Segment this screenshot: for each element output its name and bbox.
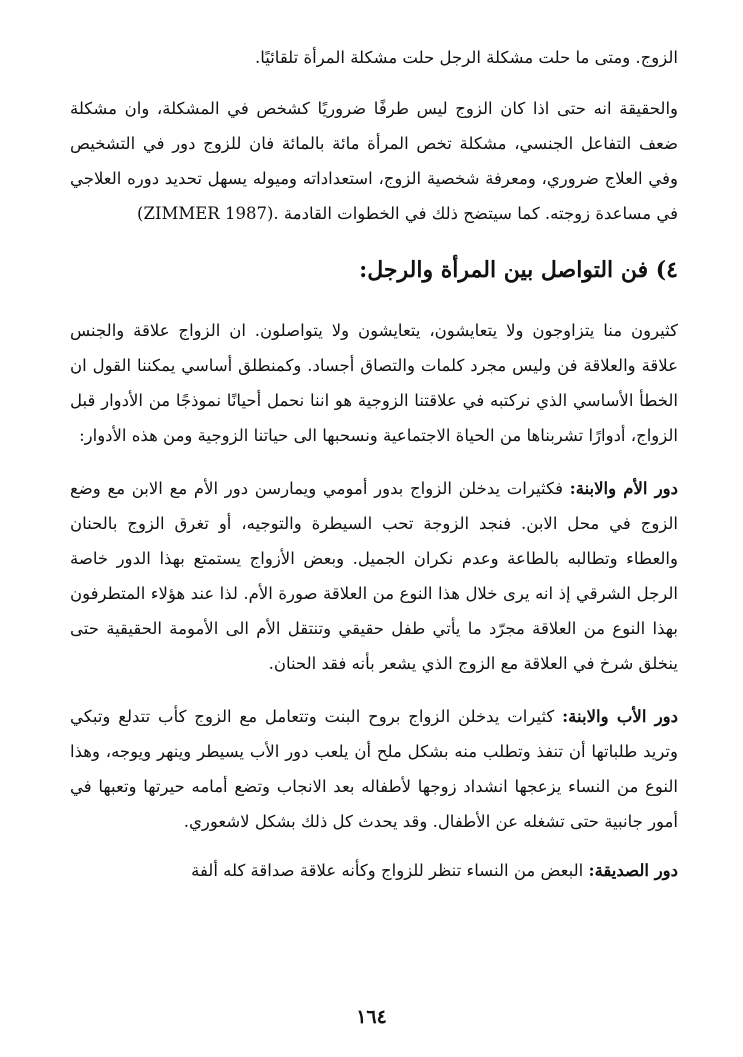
mother-role-text: فكثيرات يدخلن الزواج بدور أمومي ويمارسن دور الأم مع الابن مع وضع الزوج في محل الابن. فنجد الزوجة تحب السيطرة والتوجيه، أو تغرق الزوج بالحنان والعطاء وتطالبه بالطاعة وعدم نكران الجميل. وبعض الأزواج يستمتع بهذا الدور خاصة الرجل الشرقي إذ انه يرى خلال هذا النوع من العلاقة صورة الأم. لذا عند هؤلاء المتطرفون بهذا النوع من العلاقة مجرّد ما يأتي طفل حقيقي وتنتقل الأم الى الأمومة الحقيقية حتى ينخلق شرخ في العلاقة مع الزوج الذي يشعر بأنه فقد الحنان.: [70, 479, 678, 673]
term-father-role: دور الأب والابنة:: [562, 707, 678, 726]
citation: (ZIMMER 1987).: [137, 204, 279, 223]
paragraph-intro: الزوج. ومتى ما حلت مشكلة الرجل حلت مشكلة المرأة تلقائيًا.: [254, 48, 678, 67]
paragraph-truth: [70, 91, 678, 231]
paragraph-art-of-communication: كثيرون منا يتزاوجون ولا يتعايشون، يتعايشون ولا يتواصلون. ان الزواج علاقة والجنس علاقة والعلاقة فن وليس مجرد كلمات والتصاق أجساد. وكمنطلق أساسي يمكننا القول ان الخطأ الأساسي الذي نركتبه في علاقتنا الزوجية هو اننا نحمل أحيانًا نموذجًا من الأدوار قبل الزواج، أدوارًا تشربناها من الحياة الاجتماعية ونسحبها الى حياتنا الزوجية ومن هذه الأدوار:: [70, 321, 678, 445]
paragraph-mother-role: [70, 471, 678, 681]
term-friend-role: دور الصديقة:: [588, 861, 678, 880]
friend-role-text: البعض من النساء تنظر للزواج وكأنه علاقة صداقة كله ألفة: [191, 861, 584, 880]
term-mother-role: دور الأم والابنة:: [569, 479, 678, 498]
father-role-text: كثيرات يدخلن الزواج بروح البنت وتتعامل مع الزوج كأب تتدلع وتبكي وتريد طلباتها أن تنفذ وتطلب منه بشكل ملح أن يلعب دور الأب يسيطر وينهر ويوجه، وهذا النوع من النساء يزعجها انشداد زوجها لأطفاله بعد الانجاب وتضع أمامه حيرتها وتعبها في أمور جانبية حتى تشغله عن الأطفال. وقد يحدث كل ذلك بشكل لاشعوري.: [70, 707, 678, 831]
paragraph-friend-role: [70, 853, 678, 888]
page-number: ١٦٤: [356, 1006, 387, 1028]
page-body: [70, 40, 678, 888]
section-heading: ٤) فن التواصل بين المرأة والرجل:: [359, 257, 678, 283]
paragraph-truth-text: والحقيقة انه حتى اذا كان الزوج ليس طرفًا ضروريًا كشخص في المشكلة، وان مشكلة ضعف التفاعل الجنسي، مشكلة تخص المرأة مائة بالمائة فان للزوج دور في التشخيص وفي العلاج ضروري، ومعرفة شخصية الزوج، استعداداته وميوله يسهل تحديد دوره العلاجي في مساعدة زوجته. كما سيتضح ذلك في الخطوات القادمة: [70, 99, 678, 223]
paragraph-father-role: [70, 699, 678, 839]
